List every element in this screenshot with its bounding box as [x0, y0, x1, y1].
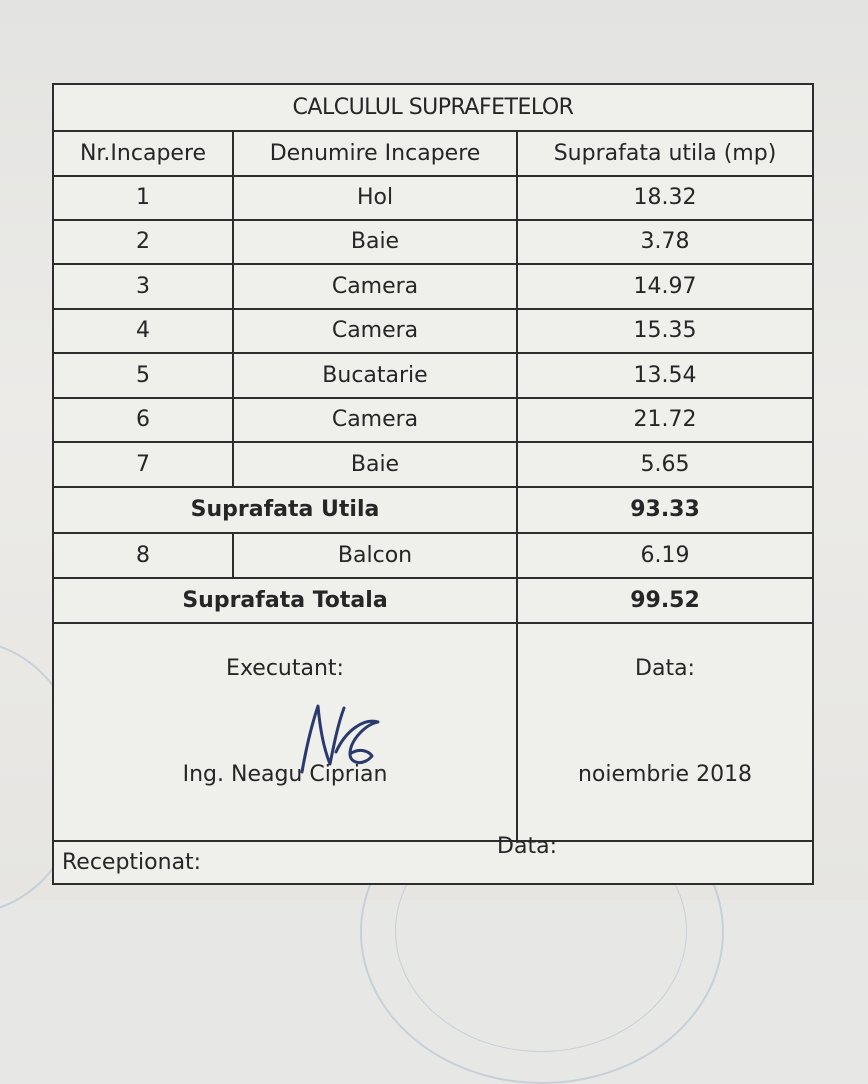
- balcony-row: [53, 533, 813, 578]
- room-number: 3: [53, 264, 233, 309]
- table-row: [53, 264, 813, 309]
- room-name: Bucatarie: [233, 353, 517, 398]
- header-room-number: Nr.Incapere: [53, 131, 233, 176]
- room-name: Camera: [233, 398, 517, 442]
- table-row: [53, 353, 813, 398]
- table-title: CALCULUL SUPRAFETELOR: [53, 84, 813, 131]
- header-useful-area: Suprafata utila (mp): [517, 131, 813, 176]
- received-date-label: Data:: [497, 833, 557, 859]
- received-row: [53, 841, 813, 884]
- room-area: 15.35: [517, 309, 813, 353]
- date-label: Data:: [635, 656, 695, 681]
- grand-total-value: 99.52: [517, 578, 813, 623]
- room-number: 6: [53, 398, 233, 442]
- room-number: 1: [53, 176, 233, 220]
- table-title-row: [53, 84, 813, 131]
- room-area: 14.97: [517, 264, 813, 309]
- received-date-cell: [517, 841, 813, 884]
- balcony-number: 8: [53, 533, 233, 578]
- date-value: noiembrie 2018: [577, 762, 753, 787]
- table-row: [53, 309, 813, 353]
- balcony-name: Balcon: [233, 533, 517, 578]
- executant-label: Executant:: [226, 656, 344, 681]
- useful-area-total-row: [53, 487, 813, 533]
- table-row: [53, 442, 813, 487]
- received-label: [53, 833, 557, 884]
- room-name: Baie: [233, 442, 517, 487]
- room-number: 2: [53, 220, 233, 264]
- room-number: 4: [53, 309, 233, 353]
- room-name: Camera: [233, 309, 517, 353]
- room-number: 7: [53, 442, 233, 487]
- room-name: Camera: [233, 264, 517, 309]
- table-row: [53, 176, 813, 220]
- received-label-text: Receptionat:: [62, 849, 202, 875]
- room-area: 5.65: [517, 442, 813, 487]
- table-row: [53, 220, 813, 264]
- balcony-area: 6.19: [517, 533, 813, 578]
- header-room-name: Denumire Incapere: [233, 131, 517, 176]
- date-cell: [517, 623, 813, 841]
- executant-name: Ing. Neagu Ciprian: [182, 762, 388, 787]
- area-calculation-table: [52, 83, 814, 885]
- useful-area-total-value: 93.33: [517, 487, 813, 533]
- room-name: Hol: [233, 176, 517, 220]
- room-name: Baie: [233, 220, 517, 264]
- useful-area-total-label: Suprafata Utila: [53, 487, 517, 533]
- table-header-row: [53, 131, 813, 176]
- room-number: 5: [53, 353, 233, 398]
- table-row: [53, 398, 813, 442]
- room-area: 21.72: [517, 398, 813, 442]
- grand-total-label: Suprafata Totala: [53, 578, 517, 623]
- grand-total-row: [53, 578, 813, 623]
- executant-cell: [53, 623, 517, 841]
- room-area: 18.32: [517, 176, 813, 220]
- room-area: 3.78: [517, 220, 813, 264]
- signature-row: [53, 623, 813, 841]
- room-area: 13.54: [517, 353, 813, 398]
